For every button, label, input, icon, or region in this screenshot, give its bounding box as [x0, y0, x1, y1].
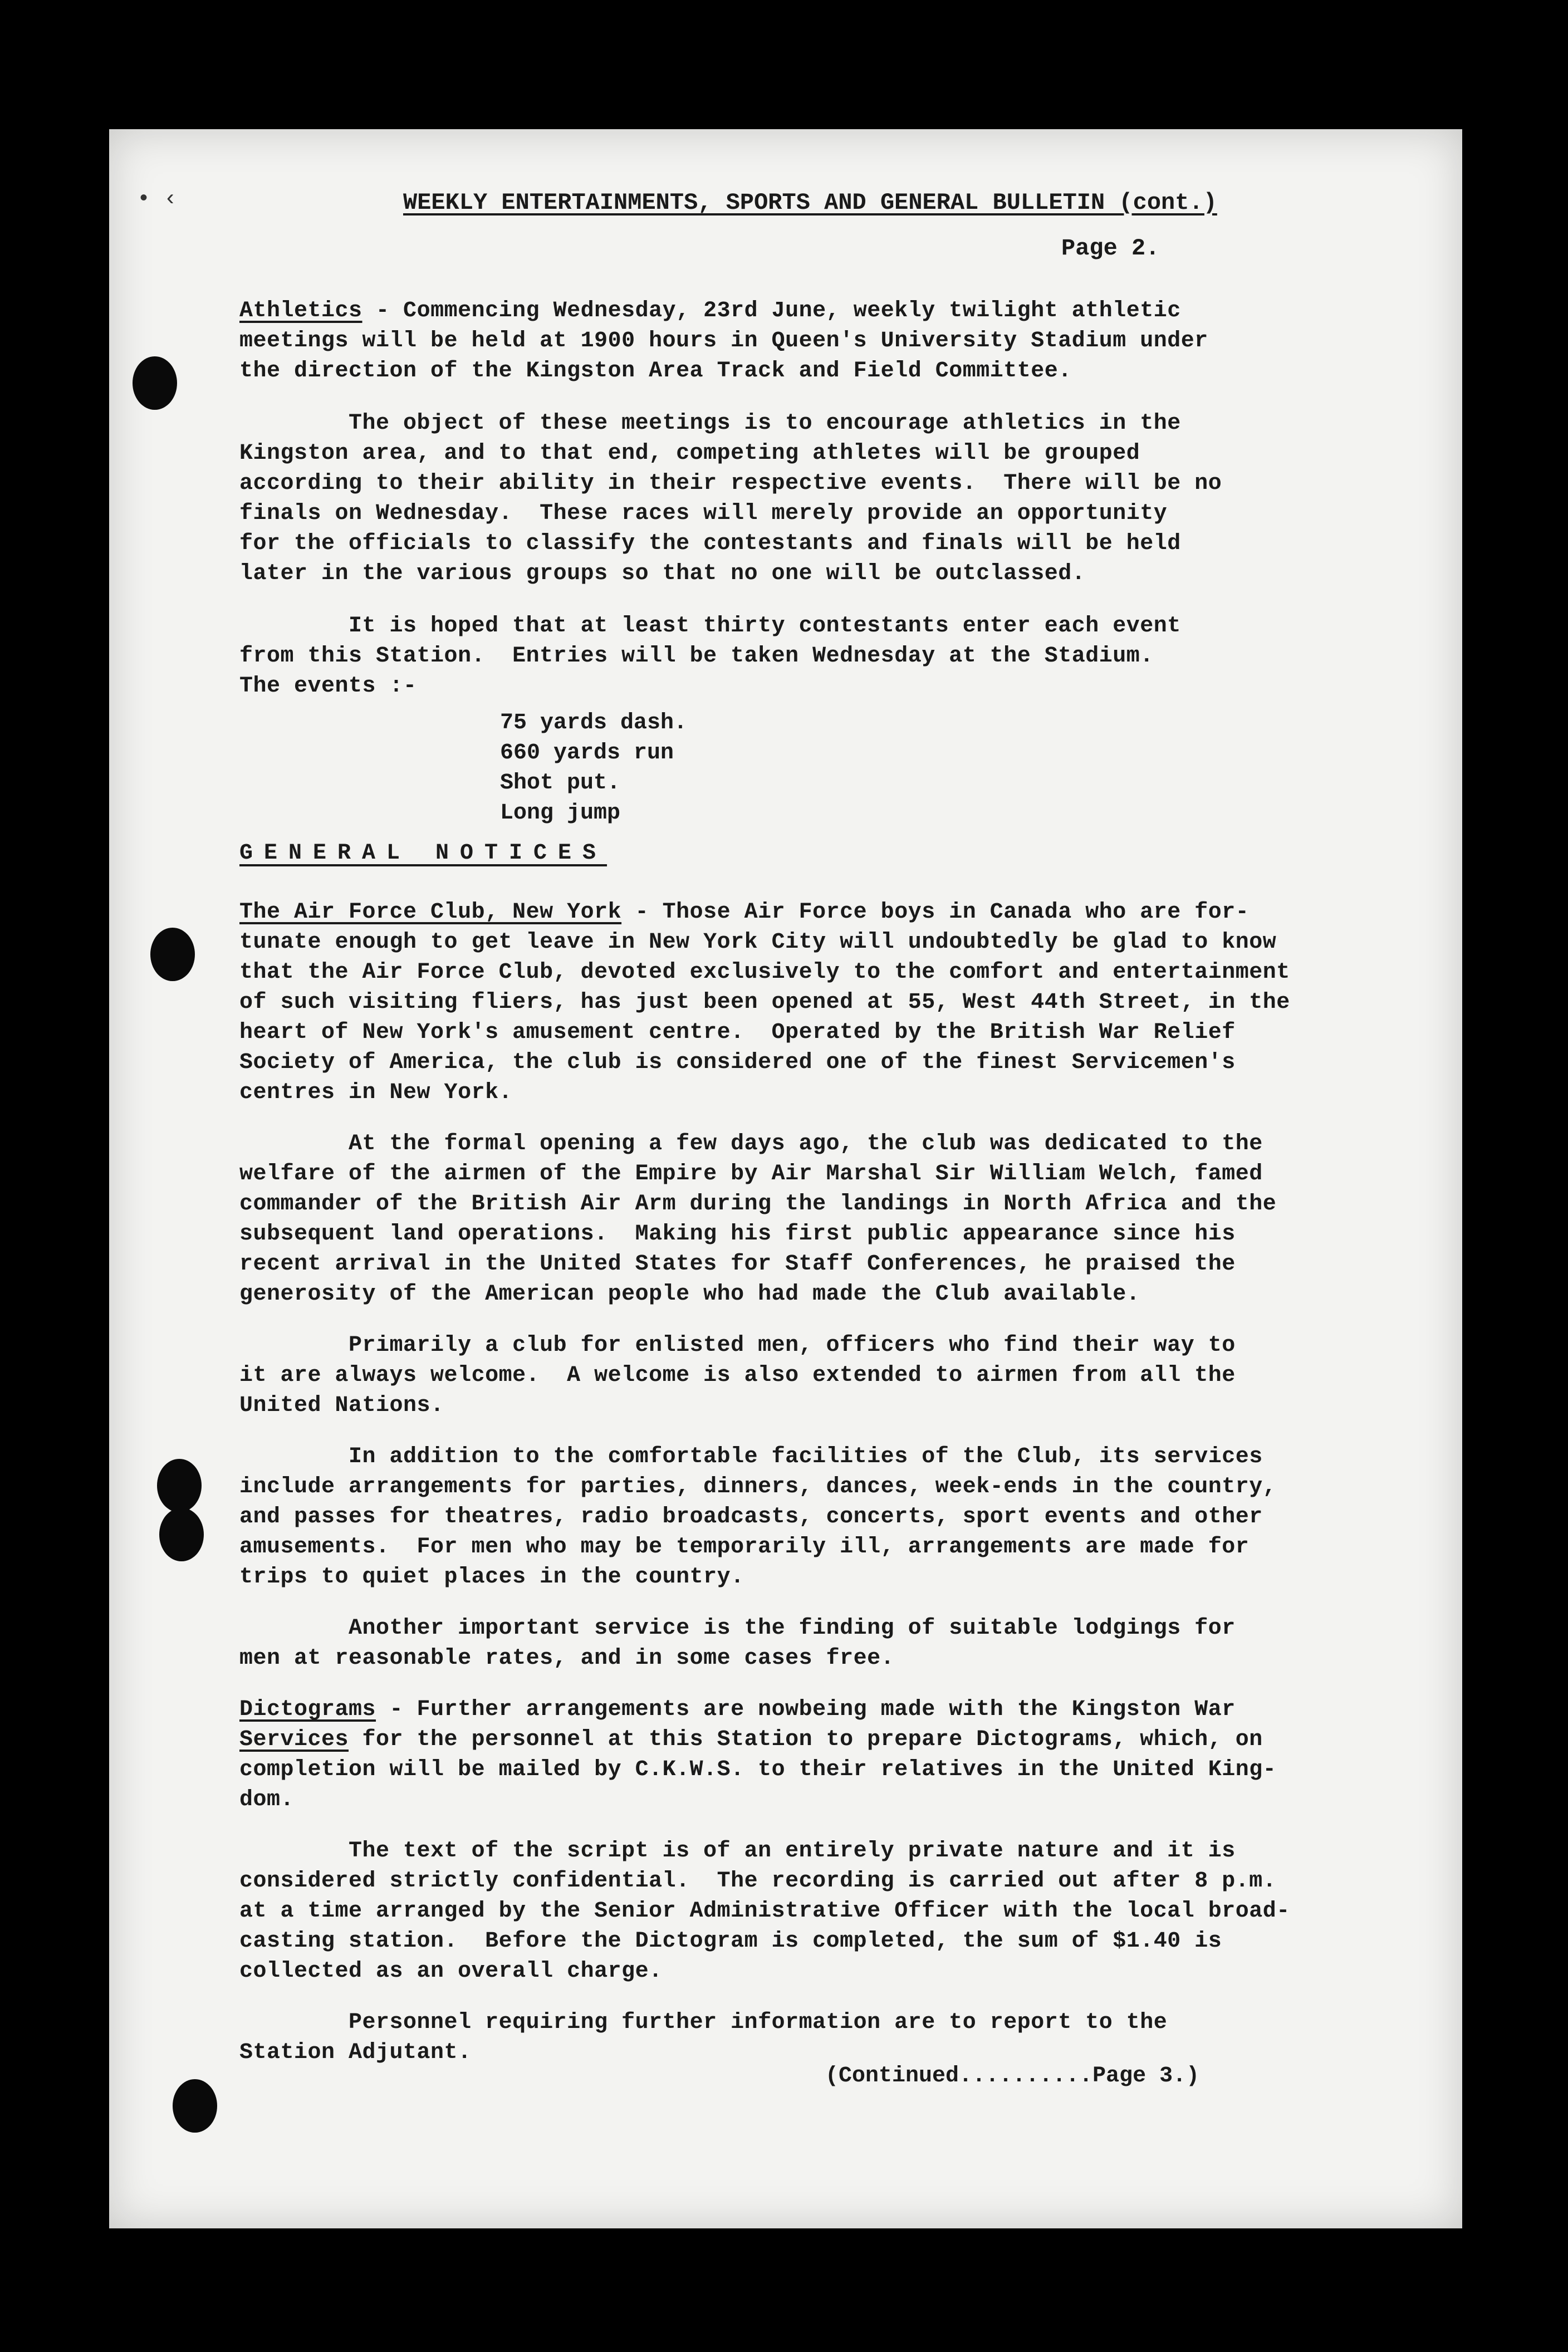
club-line-2: tunate enough to get leave in New York City will undoubtedly be glad to know [239, 930, 1277, 955]
athletics-p2-2: Kingston area, and to that end, competing athletes will be grouped [239, 441, 1140, 466]
club-line-3: that the Air Force Club, devoted exclusively to the comfort and entertainment [239, 960, 1290, 985]
club-p2-6: generosity of the American people who had made the Club available. [239, 1282, 1140, 1307]
event-item: Shot put. [500, 771, 621, 796]
bulletin-title: WEEKLY ENTERTAINMENTS, SPORTS AND GENERAL BULLETIN (cont.) [403, 189, 1217, 216]
club-p3-2: it are always welcome. A welcome is also extended to airmen from all the [239, 1363, 1236, 1388]
general-notices-heading: GENERAL NOTICES [239, 841, 607, 866]
club-line-5: heart of New York's amusement centre. Operated by the British War Relief [239, 1020, 1236, 1045]
athletics-p2-4: finals on Wednesday. These races will merely provide an opportunity [239, 501, 1168, 526]
dicto-line-4: dom. [239, 1787, 295, 1812]
club-label: The Air Force Club, New York [239, 900, 622, 925]
club-p2-1: At the formal opening a few days ago, the club was dedicated to the [239, 1131, 1263, 1157]
punch-hole [133, 356, 177, 410]
dicto-p2-1: The text of the script is of an entirely private nature and it is [239, 1839, 1236, 1864]
athletics-p2-3: according to their ability in their respective events. There will be no [239, 471, 1222, 496]
athletics-line-1: Athletics - Commencing Wednesday, 23rd June, weekly twilight athletic [239, 298, 1181, 324]
continued-note: (Continued..........Page 3.) [825, 2064, 1200, 2089]
athletics-label: Athletics [239, 298, 362, 324]
club-p2-3: commander of the British Air Arm during the landings in North Africa and the [239, 1192, 1277, 1217]
dicto-p3-1: Personnel requiring further information are to report to the [239, 2010, 1168, 2035]
club-p4-4: amusements. For men who may be temporarily ill, arrangements are made for [239, 1535, 1250, 1560]
athletics-p3-2: from this Station. Entries will be taken Wednesday at the Stadium. [239, 644, 1154, 669]
margin-mark: • ‹ [137, 187, 178, 212]
punch-hole [157, 1459, 202, 1512]
club-line-7: centres in New York. [239, 1080, 513, 1105]
dicto-p2-3: at a time arranged by the Senior Administrative Officer with the local broad- [239, 1899, 1290, 1924]
dicto-line-3: completion will be mailed by C.K.W.S. to their relatives in the United King- [239, 1757, 1277, 1782]
club-p2-4: subsequent land operations. Making his first public appearance since his [239, 1222, 1236, 1247]
dicto-p2-2: considered strictly confidential. The recording is carried out after 8 p.m. [239, 1869, 1277, 1894]
event-item: Long jump [500, 801, 621, 826]
punch-hole [173, 2079, 217, 2133]
athletics-p2-6: later in the various groups so that no one will be outclassed. [239, 561, 1086, 586]
event-item: 75 yards dash. [500, 710, 688, 736]
athletics-p2-1: The object of these meetings is to encourage athletics in the [239, 411, 1181, 436]
club-p4-3: and passes for theatres, radio broadcasts, concerts, sport events and other [239, 1505, 1263, 1530]
dicto-p2-4: casting station. Before the Dictogram is completed, the sum of $1.40 is [239, 1929, 1222, 1954]
document-page [109, 129, 1462, 2228]
athletics-p3-1: It is hoped that at least thirty contestants enter each event [239, 614, 1181, 639]
club-p2-5: recent arrival in the United States for Staff Conferences, he praised the [239, 1252, 1236, 1277]
dicto-p2-5: collected as an overall charge. [239, 1959, 663, 1984]
athletics-line-3: the direction of the Kingston Area Track and Field Committee. [239, 359, 1072, 384]
dicto-label: Dictograms [239, 1697, 376, 1722]
events-list [500, 708, 687, 829]
athletics-line-2: meetings will be held at 1900 hours in Queen's University Stadium under [239, 329, 1208, 354]
club-p2-2: welfare of the airmen of the Empire by Air Marshal Sir William Welch, famed [239, 1162, 1263, 1187]
club-line-6: Society of America, the club is considered one of the finest Servicemen's [239, 1050, 1236, 1075]
club-p4-2: include arrangements for parties, dinners, dances, week-ends in the country, [239, 1474, 1277, 1500]
athletics-p3-3: The events :- [239, 674, 417, 699]
punch-hole [159, 1508, 204, 1561]
club-line-4: of such visiting fliers, has just been opened at 55, West 44th Street, in the [239, 990, 1290, 1015]
dicto-p3-2: Station Adjutant. [239, 2040, 472, 2065]
club-p4-5: trips to quiet places in the country. [239, 1565, 744, 1590]
club-p5-1: Another important service is the finding of suitable lodgings for [239, 1616, 1236, 1641]
dicto-line-1: Dictograms - Further arrangements are nowbeing made with the Kingston War [239, 1697, 1236, 1722]
club-p5-2: men at reasonable rates, and in some cases free. [239, 1646, 895, 1671]
punch-hole [150, 928, 195, 981]
dicto-line-2: Services for the personnel at this Station to prepare Dictograms, which, on [239, 1727, 1263, 1752]
page-number: Page 2. [1061, 235, 1160, 262]
athletics-p2-5: for the officials to classify the contestants and finals will be held [239, 531, 1181, 556]
club-line-1: The Air Force Club, New York - Those Air Force boys in Canada who are for- [239, 900, 1250, 925]
event-item: 660 yards run [500, 741, 674, 766]
club-p4-1: In addition to the comfortable facilities of the Club, its services [239, 1444, 1263, 1469]
club-p3-1: Primarily a club for enlisted men, officers who find their way to [239, 1333, 1236, 1358]
club-p3-3: United Nations. [239, 1393, 444, 1418]
